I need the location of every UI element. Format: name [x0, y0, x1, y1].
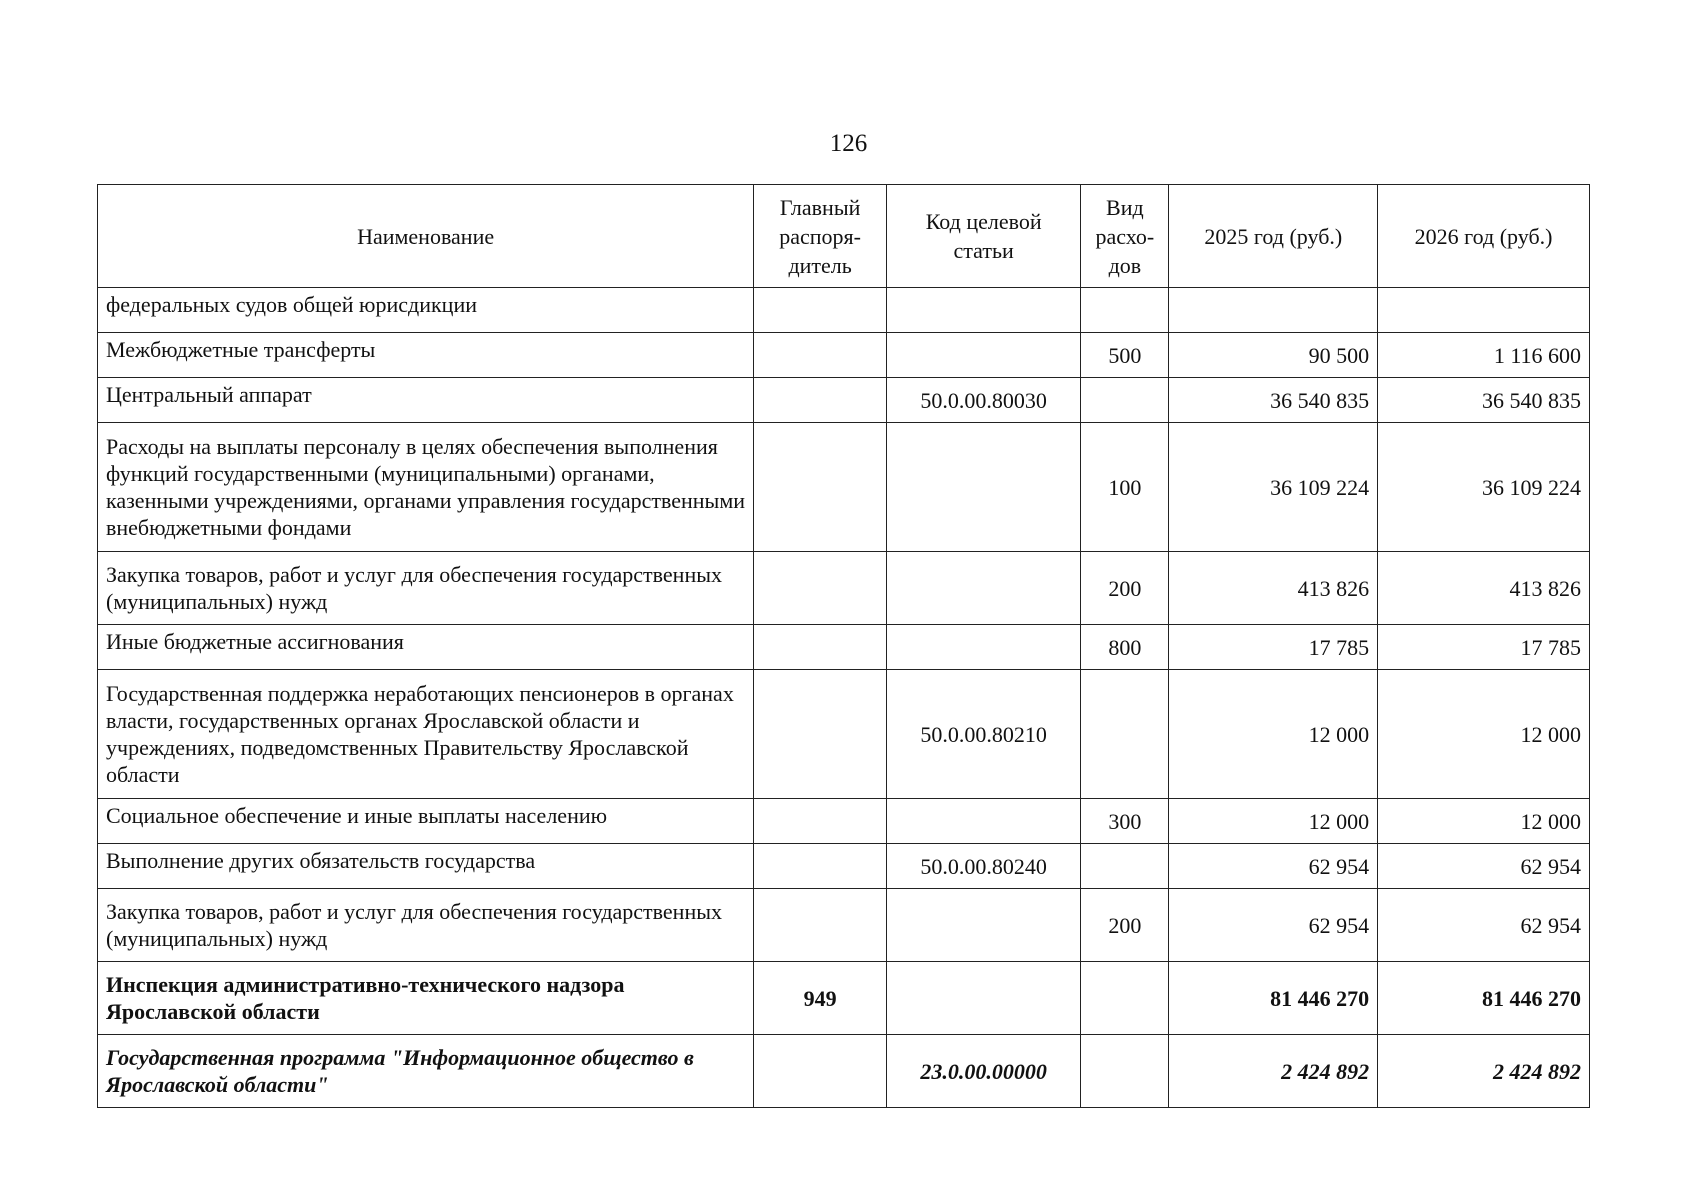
cell-type: 800 — [1081, 625, 1169, 670]
cell-type — [1081, 1035, 1169, 1108]
cell-type — [1081, 378, 1169, 423]
cell-code — [887, 799, 1081, 844]
table-row — [98, 552, 1590, 625]
header-name: Наименование — [98, 185, 754, 288]
cell-code: 50.0.00.80210 — [887, 670, 1081, 799]
cell-name: Межбюджетные трансферты — [98, 333, 754, 378]
table-row — [98, 962, 1590, 1035]
cell-2025: 12 000 — [1169, 670, 1378, 799]
header-type: Вид расхо-дов — [1081, 185, 1169, 288]
table-header-row — [98, 185, 1590, 288]
cell-name: Выполнение других обязательств государства — [98, 844, 754, 889]
cell-2025: 81 446 270 — [1169, 962, 1378, 1035]
cell-admin — [754, 423, 887, 552]
page-number: 126 — [829, 130, 868, 157]
cell-2026: 1 116 600 — [1378, 333, 1590, 378]
cell-2026 — [1378, 288, 1590, 333]
cell-admin — [754, 844, 887, 889]
cell-2025: 2 424 892 — [1169, 1035, 1378, 1108]
cell-code: 23.0.00.00000 — [887, 1035, 1081, 1108]
cell-2026: 12 000 — [1378, 799, 1590, 844]
table-row — [98, 889, 1590, 962]
cell-2025: 90 500 — [1169, 333, 1378, 378]
table-row — [98, 844, 1590, 889]
cell-2026: 2 424 892 — [1378, 1035, 1590, 1108]
cell-2026: 413 826 — [1378, 552, 1590, 625]
cell-name: Государственная поддержка неработающих пенсионеров в органах власти, государственных органах Ярославской области и учреждениях, подведомственных Правительству Ярославской области — [98, 670, 754, 799]
header-2025: 2025 год (руб.) — [1169, 185, 1378, 288]
cell-admin: 949 — [754, 962, 887, 1035]
cell-code: 50.0.00.80240 — [887, 844, 1081, 889]
cell-code — [887, 962, 1081, 1035]
cell-code — [887, 423, 1081, 552]
cell-type — [1081, 844, 1169, 889]
cell-name: Закупка товаров, работ и услуг для обеспечения государственных (муниципальных) нужд — [98, 552, 754, 625]
cell-type: 300 — [1081, 799, 1169, 844]
cell-admin — [754, 552, 887, 625]
cell-type: 500 — [1081, 333, 1169, 378]
header-2026: 2026 год (руб.) — [1378, 185, 1590, 288]
cell-2025: 413 826 — [1169, 552, 1378, 625]
cell-code: 50.0.00.80030 — [887, 378, 1081, 423]
header-code: Код целевой статьи — [887, 185, 1081, 288]
header-admin: Главный распоря-дитель — [754, 185, 887, 288]
cell-code — [887, 288, 1081, 333]
cell-admin — [754, 288, 887, 333]
cell-admin — [754, 799, 887, 844]
table-row — [98, 288, 1590, 333]
cell-admin — [754, 889, 887, 962]
table-row — [98, 333, 1590, 378]
cell-name: Расходы на выплаты персоналу в целях обеспечения выполнения функций государственными (муниципальными) органами, казенными учреждениями, органами управления государственными внебюджетными фондами — [98, 423, 754, 552]
budget-table — [97, 184, 1590, 1108]
cell-name: Закупка товаров, работ и услуг для обеспечения государственных (муниципальных) нужд — [98, 889, 754, 962]
cell-2026: 12 000 — [1378, 670, 1590, 799]
table-row — [98, 670, 1590, 799]
table-row — [98, 799, 1590, 844]
cell-2026: 36 109 224 — [1378, 423, 1590, 552]
cell-2026: 36 540 835 — [1378, 378, 1590, 423]
cell-type — [1081, 670, 1169, 799]
cell-type — [1081, 288, 1169, 333]
cell-2025: 36 109 224 — [1169, 423, 1378, 552]
cell-2025: 36 540 835 — [1169, 378, 1378, 423]
cell-type: 200 — [1081, 552, 1169, 625]
cell-code — [887, 625, 1081, 670]
cell-name: Центральный аппарат — [98, 378, 754, 423]
cell-name: Инспекция административно-технического надзора Ярославской области — [98, 962, 754, 1035]
table-row — [98, 1035, 1590, 1108]
cell-2026: 62 954 — [1378, 889, 1590, 962]
cell-name: Социальное обеспечение и иные выплаты населению — [98, 799, 754, 844]
cell-code — [887, 552, 1081, 625]
cell-2025: 62 954 — [1169, 889, 1378, 962]
cell-type — [1081, 962, 1169, 1035]
cell-2026: 62 954 — [1378, 844, 1590, 889]
cell-code — [887, 333, 1081, 378]
cell-name: федеральных судов общей юрисдикции — [98, 288, 754, 333]
cell-2025 — [1169, 288, 1378, 333]
cell-code — [887, 889, 1081, 962]
cell-2026: 81 446 270 — [1378, 962, 1590, 1035]
cell-admin — [754, 625, 887, 670]
cell-2025: 12 000 — [1169, 799, 1378, 844]
cell-admin — [754, 333, 887, 378]
cell-2025: 17 785 — [1169, 625, 1378, 670]
cell-type: 100 — [1081, 423, 1169, 552]
table-row — [98, 423, 1590, 552]
table-row — [98, 378, 1590, 423]
cell-type: 200 — [1081, 889, 1169, 962]
cell-name: Государственная программа "Информационное общество в Ярославской области" — [98, 1035, 754, 1108]
cell-admin — [754, 1035, 887, 1108]
cell-admin — [754, 378, 887, 423]
cell-2025: 62 954 — [1169, 844, 1378, 889]
table-row — [98, 625, 1590, 670]
cell-name: Иные бюджетные ассигнования — [98, 625, 754, 670]
cell-2026: 17 785 — [1378, 625, 1590, 670]
cell-admin — [754, 670, 887, 799]
